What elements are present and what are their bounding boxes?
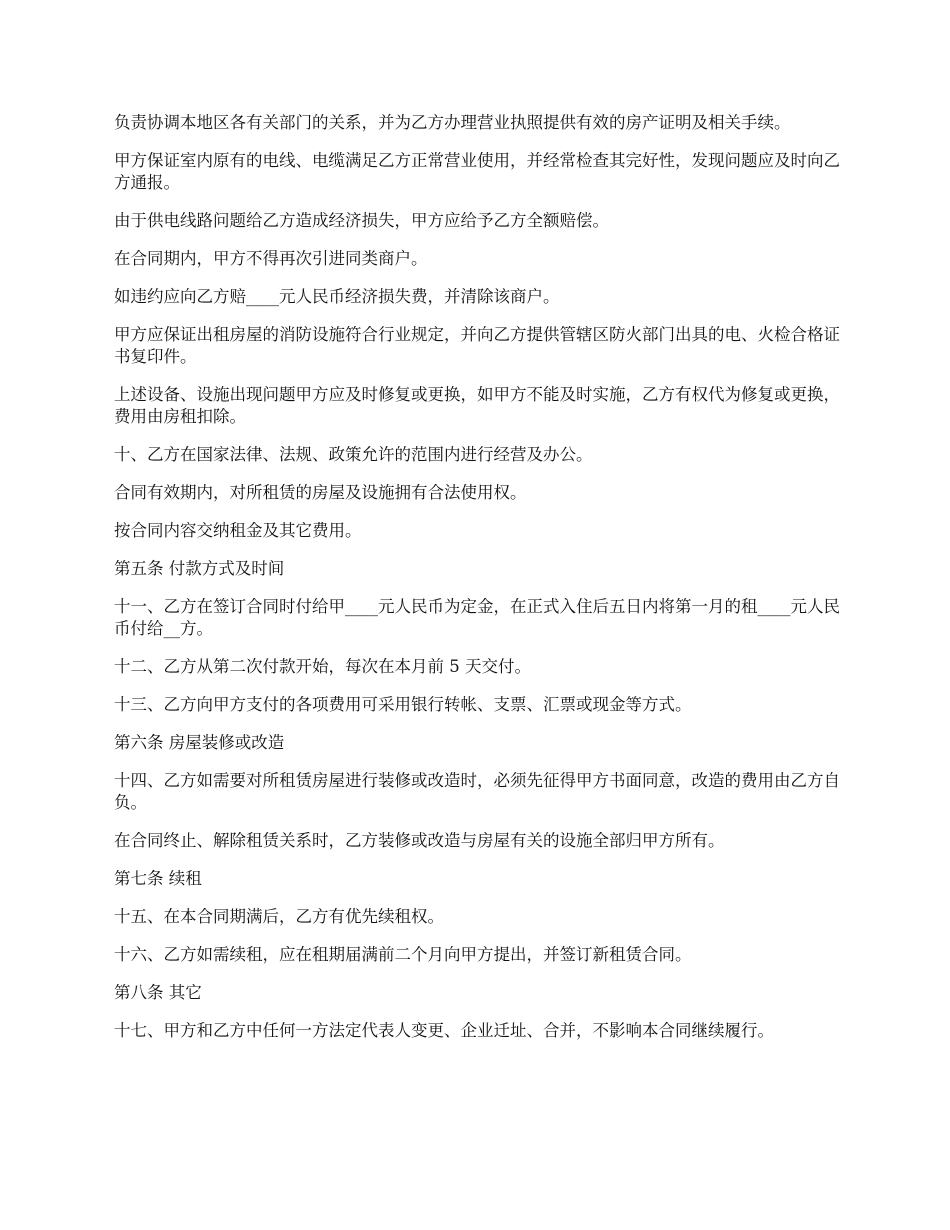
paragraph: 在合同终止、解除租赁关系时，乙方装修或改造与房屋有关的设施全部归甲方所有。 bbox=[114, 831, 725, 850]
paragraph: 如违约应向乙方赔____元人民币经济损失费，并清除该商户。 bbox=[114, 287, 560, 306]
paragraph: 甲方保证室内原有的电线、电缆满足乙方正常营业使用，并经常检查其完好性，发现问题应及时向乙方通报。 bbox=[114, 151, 840, 192]
paragraph: 十六、乙方如需续租，应在租期届满前二个月向甲方提出，并签订新租赁合同。 bbox=[114, 945, 692, 964]
paragraph: 上述设备、设施出现问题甲方应及时修复或更换，如甲方不能及时实施，乙方有权代为修复或更换，费用由房租扣除。 bbox=[114, 385, 840, 426]
paragraph: 十四、乙方如需要对所租赁房屋进行装修或改造时，必须先征得甲方书面同意，改造的费用由乙方自负。 bbox=[114, 771, 840, 812]
paragraph: 甲方应保证出租房屋的消防设施符合行业规定，并向乙方提供管辖区防火部门出具的电、火检合格证书复印件。 bbox=[114, 325, 840, 366]
paragraph: 由于供电线路问题给乙方造成经济损失，甲方应给予乙方全额赔偿。 bbox=[114, 211, 609, 230]
paragraph: 合同有效期内，对所租赁的房屋及设施拥有合法使用权。 bbox=[114, 483, 527, 502]
section-heading: 第五条 付款方式及时间 bbox=[114, 559, 285, 578]
paragraph: 十五、在本合同期满后，乙方有优先续租权。 bbox=[114, 907, 444, 926]
paragraph: 在合同期内，甲方不得再次引进同类商户。 bbox=[114, 249, 428, 268]
paragraph: 负责协调本地区各有关部门的关系，并为乙方办理营业执照提供有效的房产证明及相关手续。 bbox=[114, 113, 791, 132]
paragraph: 十三、乙方向甲方支付的各项费用可采用银行转帐、支票、汇票或现金等方式。 bbox=[114, 695, 692, 714]
section-heading: 第七条 续租 bbox=[114, 869, 202, 888]
paragraph: 按合同内容交纳租金及其它费用。 bbox=[114, 521, 362, 540]
paragraph: 十七、甲方和乙方中任何一方法定代表人变更、企业迁址、合并，不影响本合同继续履行。 bbox=[114, 1021, 774, 1040]
document-body bbox=[114, 112, 842, 1058]
paragraph: 十、乙方在国家法律、法规、政策允许的范围内进行经营及办公。 bbox=[114, 445, 593, 464]
paragraph: 十一、乙方在签订合同时付给甲____元人民币为定金，在正式入住后五日内将第一月的租____元人民币付给__方。 bbox=[114, 597, 840, 638]
section-heading: 第八条 其它 bbox=[114, 983, 202, 1002]
section-heading: 第六条 房屋装修或改造 bbox=[114, 733, 285, 752]
paragraph: 十二、乙方从第二次付款开始，每次在本月前 5 天交付。 bbox=[114, 657, 531, 676]
